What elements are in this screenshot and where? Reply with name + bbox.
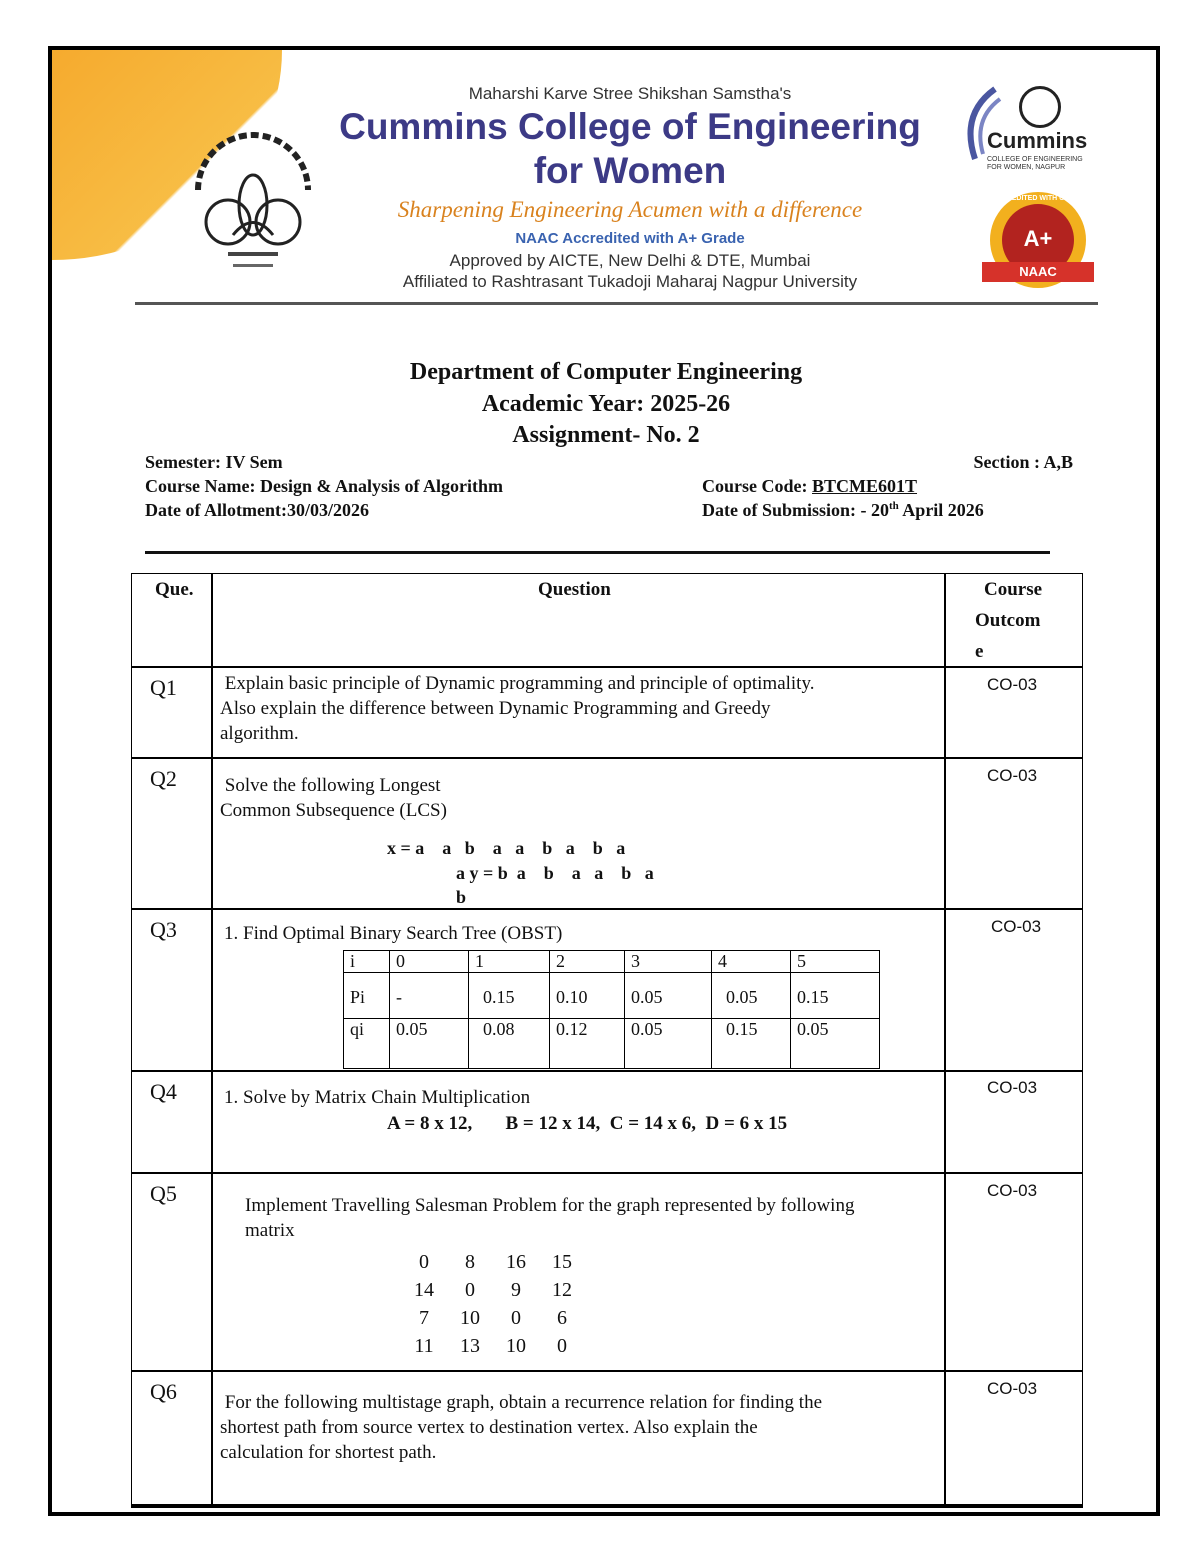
obst-cell: i <box>344 951 390 973</box>
matrix-cell: 13 <box>460 1335 480 1357</box>
q4-course-outcome: CO-03 <box>987 1078 1038 1097</box>
obst-cell: 2 <box>550 951 625 973</box>
submission-text: Date of Submission: - 20 <box>702 500 890 520</box>
naac-badge-ring-text: ACCREDITED WITH GRADE <box>991 195 1085 202</box>
obst-row-p <box>344 973 880 1019</box>
q2-question <box>220 773 447 823</box>
college-tagline: Sharpening Engineering Acumen with a difference <box>397 197 863 222</box>
obst-cell: 0.08 <box>469 1019 550 1069</box>
college-name-line2: for Women <box>533 150 727 191</box>
obst-cell: 3 <box>625 951 712 973</box>
founder-portrait-icon <box>1019 86 1061 128</box>
q2-number: Q2 <box>150 766 177 791</box>
q4-question: 1. Solve by Matrix Chain Multiplication <box>224 1087 531 1108</box>
q3-course-outcome: CO-03 <box>991 917 1042 936</box>
obst-cell: 0.10 <box>550 973 625 1019</box>
obst-cell: 4 <box>712 951 791 973</box>
approval-line: Approved by AICTE, New Delhi & DTE, Mumbai <box>449 251 811 270</box>
course-code <box>702 476 917 497</box>
cummins-logo-text: Cummins <box>987 128 1088 153</box>
q5-number: Q5 <box>150 1181 177 1206</box>
header-co-line1: Course <box>984 579 1043 600</box>
obst-cell: 1 <box>469 951 550 973</box>
obst-cell: - <box>390 973 469 1019</box>
obst-cell: 0.12 <box>550 1019 625 1069</box>
obst-cell: 0.05 <box>791 1019 880 1069</box>
q5-question <box>245 1193 854 1243</box>
obst-cell: 0.15 <box>712 1019 791 1069</box>
obst-cell: 0.05 <box>625 973 712 1019</box>
meta-divider <box>145 551 1050 554</box>
obst-cell: 0.15 <box>791 973 880 1019</box>
course-code-label: Course Code: <box>702 476 812 496</box>
q3-number: Q3 <box>150 917 177 942</box>
naac-badge <box>978 192 1100 297</box>
obst-cell: 5 <box>791 951 880 973</box>
q2-line2: Common Subsequence (LCS) <box>220 800 447 821</box>
header-que: Que. <box>155 579 194 600</box>
matrix-row <box>401 1332 585 1360</box>
matrix-dimensions: A = 8 x 12, B = 12 x 14, C = 14 x 6, D = 6 x 15 <box>387 1113 788 1134</box>
society-name: Maharshi Karve Stree Shikshan Samstha's <box>468 84 792 103</box>
matrix-cell: 0 <box>557 1335 567 1357</box>
date-of-submission <box>702 500 984 521</box>
cummins-logo <box>955 84 1095 176</box>
matrix-row <box>401 1248 585 1276</box>
header-course-outcome <box>975 574 1042 667</box>
affiliation-line: Affiliated to Rashtrasant Tukadoji Maharaj Nagpur University <box>402 272 858 291</box>
header-co-line2: Outcom <box>975 610 1041 631</box>
obst-cell: qi <box>344 1019 390 1069</box>
academic-year: Academic Year: 2025-26 <box>481 391 731 417</box>
obst-row-q <box>344 1019 880 1069</box>
course-name: Course Name: Design & Analysis of Algorithm <box>145 476 503 496</box>
obst-cell: 0 <box>390 951 469 973</box>
q6-question <box>220 1390 822 1465</box>
q2-line1: Solve the following Longest <box>220 775 441 796</box>
obst-cell: 0.05 <box>625 1019 712 1069</box>
naac-accreditation: NAAC Accredited with A+ Grade <box>515 230 745 247</box>
lcs-y-sequence: a y = b a b a a b a <box>456 863 654 883</box>
obst-cell: Pi <box>344 973 390 1019</box>
matrix-cell: 7 <box>419 1307 429 1329</box>
course-code-value: BTCME601T <box>812 476 918 496</box>
obst-row-i <box>344 951 880 973</box>
matrix-cell: 12 <box>552 1279 572 1301</box>
assignment-number: Assignment- No. 2 <box>512 422 700 448</box>
header-co-line3: e <box>975 641 984 662</box>
matrix-cell: 16 <box>506 1251 526 1273</box>
matrix-cell: 0 <box>465 1279 475 1301</box>
matrix-cell: 8 <box>465 1251 475 1273</box>
q6-course-outcome: CO-03 <box>987 1379 1038 1398</box>
q1-line2: Also explain the difference between Dynamic Programming and Greedy <box>220 698 771 719</box>
q1-line1: Explain basic principle of Dynamic programming and principle of optimality. <box>220 673 815 694</box>
q6-line3: calculation for shortest path. <box>220 1442 437 1463</box>
obst-cell: 0.15 <box>469 973 550 1019</box>
semester: Semester: IV Sem <box>145 452 283 472</box>
q6-line1: For the following multistage graph, obtain a recurrence relation for finding the <box>220 1392 823 1413</box>
q3-question: 1. Find Optimal Binary Search Tree (OBST) <box>224 923 563 944</box>
matrix-cell: 15 <box>552 1251 572 1273</box>
tsp-cost-matrix <box>401 1248 585 1360</box>
q6-number: Q6 <box>150 1379 177 1404</box>
obst-cell: 0.05 <box>712 973 791 1019</box>
q5-line1: Implement Travelling Salesman Problem for the graph represented by following <box>245 1195 855 1216</box>
matrix-cell: 9 <box>511 1279 521 1301</box>
q6-line2: shortest path from source vertex to destination vertex. Also explain the <box>220 1417 758 1438</box>
college-name-line1: Cummins College of Engineering <box>339 106 921 147</box>
naac-badge-label: NAAC <box>982 262 1094 282</box>
matrix-cell: 10 <box>506 1335 526 1357</box>
q4-number: Q4 <box>150 1079 177 1104</box>
cummins-logo-subtext: COLLEGE OF ENGINEERING FOR WOMEN, NAGPUR <box>987 156 1083 171</box>
obst-probability-table <box>343 950 880 1069</box>
matrix-row <box>401 1304 585 1332</box>
q5-course-outcome: CO-03 <box>987 1181 1038 1200</box>
date-of-allotment: Date of Allotment:30/03/2026 <box>145 500 369 520</box>
q1-number: Q1 <box>150 675 177 700</box>
lcs-y-tail: b <box>456 887 467 907</box>
society-emblem-logo <box>188 130 318 275</box>
naac-badge-grade: A+ <box>1023 226 1053 251</box>
matrix-cell: 10 <box>460 1307 480 1329</box>
matrix-cell: 0 <box>511 1307 521 1329</box>
submission-text-end: April 2026 <box>898 500 984 520</box>
matrix-cell: 11 <box>414 1335 434 1357</box>
matrix-cell: 14 <box>414 1279 434 1301</box>
department-title: Department of Computer Engineering <box>409 359 803 385</box>
submission-sup: th <box>889 500 899 512</box>
lcs-x-sequence: x = a a b a a b a b a <box>387 838 626 858</box>
header-question: Question <box>538 579 611 600</box>
matrix-row <box>401 1276 585 1304</box>
obst-cell: 0.05 <box>390 1019 469 1069</box>
q5-line2: matrix <box>245 1220 295 1241</box>
header-divider <box>135 302 1098 305</box>
q2-course-outcome: CO-03 <box>987 766 1038 785</box>
matrix-cell: 0 <box>419 1251 429 1273</box>
section: Section : A,B <box>973 452 1073 472</box>
q1-course-outcome: CO-03 <box>987 675 1038 694</box>
matrix-cell: 6 <box>557 1307 567 1329</box>
q1-question <box>220 671 814 746</box>
q1-line3: algorithm. <box>220 723 299 744</box>
